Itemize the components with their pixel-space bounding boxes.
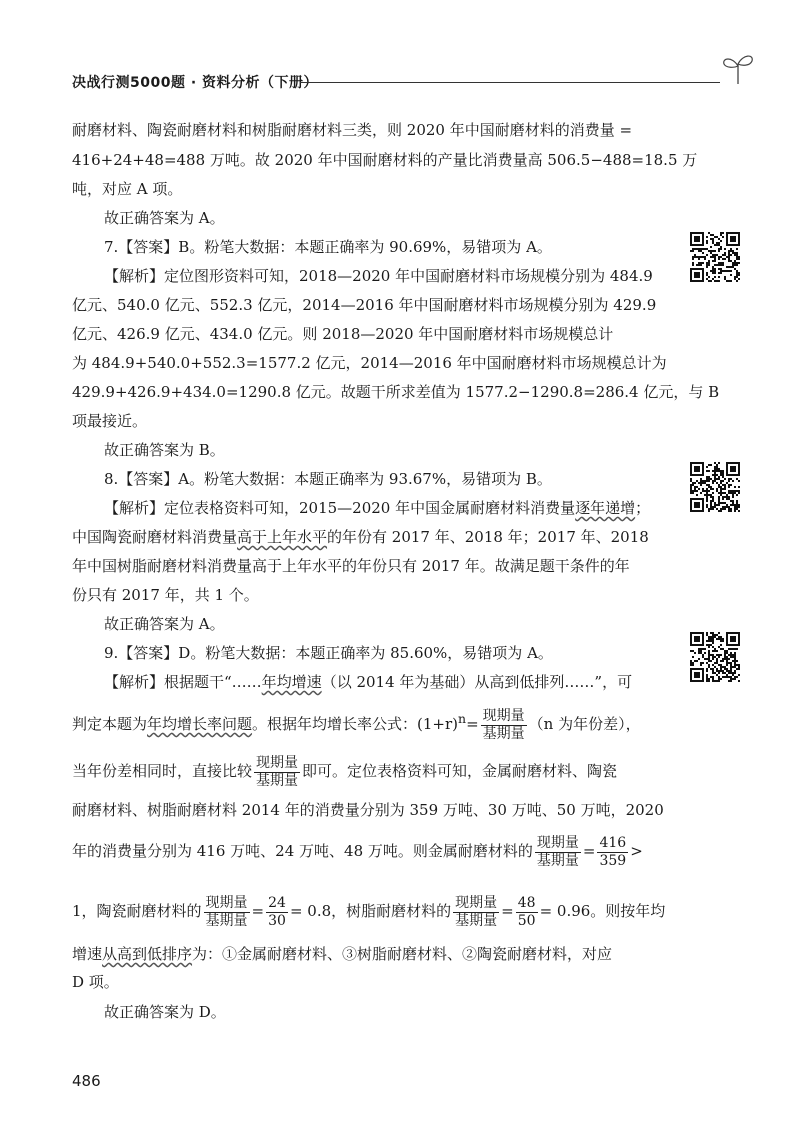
fraction: $\frac{24}{30}$	[268, 894, 286, 929]
fraction: $\frac{\text{现期量}}{\text{基期量}}$	[205, 894, 248, 929]
q9-analysis: 【解析】根据题干“……年均增速（以 2014 年为基础）从高到低排列……”，可	[104, 673, 633, 691]
formula-line: 判定本题为年均增长率问题。根据年均增长率公式：$(1+r)^n=$ $\frac{\text{现期量}}{\text{基期量}}$ （n 为年份差），	[72, 707, 641, 742]
running-header: 决战行测5000题 · 资料分析（下册）	[72, 75, 319, 91]
answer-line: 故正确答案为 D。	[104, 1003, 226, 1021]
answer-line: 故正确答案为 A。	[104, 615, 225, 633]
text-line: 亿元、540.0 亿元、552.3 亿元，2014—2016 年中国耐磨材料市场规模分别为 429.9	[72, 296, 657, 314]
fraction: $\frac{48}{50}$	[517, 894, 536, 929]
text-line: 416+24+48=488 万吨。故 2020 年中国耐磨材料的产量比消费量高 506.5−488=18.5 万	[72, 151, 698, 169]
text-line: D 项。	[72, 973, 119, 991]
answer-line: 故正确答案为 A。	[104, 209, 225, 227]
fraction: $\frac{\text{现期量}}{\text{基期量}}$	[455, 894, 498, 929]
text-line: 中国陶瓷耐磨材料消费量高于上年水平的年份有 2017 年、2018 年；2017 年、2018	[72, 528, 649, 546]
q7-answer: 7.【答案】B。粉笔大数据：本题正确率为 90.69%，易错项为 A。	[104, 238, 552, 256]
sprout-icon	[718, 50, 758, 86]
text-line: 年中国树脂耐磨材料消费量高于上年水平的年份只有 2017 年。故满足题干条件的年	[72, 557, 630, 575]
text-line: 1，陶瓷耐磨材料的 $\frac{\text{现期量}}{\text{基期量}}$ = $\frac{24}{30}$ = 0.8，树脂耐磨材料的 $\frac{\text{现期量}}{\text{基期量}}$ = $\frac{48}{50}$ = 0.96。则按年均	[72, 894, 666, 929]
text-line: 增速从高到低排序为：①金属耐磨材料、③树脂耐磨材料、②陶瓷耐磨材料，对应	[72, 945, 613, 963]
q9-answer: 9.【答案】D。粉笔大数据：本题正确率为 85.60%，易错项为 A。	[104, 644, 553, 662]
qr-code-icon[interactable]	[690, 232, 740, 282]
text-line: 份只有 2017 年，共 1 个。	[72, 586, 259, 604]
answer-line: 故正确答案为 B。	[104, 441, 225, 459]
text-line: 项最接近。	[72, 412, 148, 430]
text-line: 亿元、426.9 亿元、434.0 亿元。则 2018—2020 年中国耐磨材料市场规模总计	[72, 325, 614, 343]
fraction: $\frac{\text{现期量}}{\text{基期量}}$	[536, 834, 579, 869]
qr-code-icon[interactable]	[690, 632, 740, 682]
text-line: 429.9+426.9+434.0=1290.8 亿元。故题干所求差值为 1577.2−1290.8=286.4 亿元，与 B	[72, 383, 720, 401]
text-line: 吨，对应 A 项。	[72, 180, 183, 198]
fraction: $\frac{416}{359}$	[599, 834, 627, 869]
fraction: $\frac{\text{现期量}}{\text{基期量}}$	[482, 707, 525, 742]
text-line: 当年份差相同时，直接比较 $\frac{\text{现期量}}{\text{基期量}}$ 即可。定位表格资料可知，金属耐磨材料、陶瓷	[72, 754, 618, 789]
text-line: 耐磨材料、陶瓷耐磨材料和树脂耐磨材料三类，则 2020 年中国耐磨材料的消费量 =	[72, 121, 633, 139]
page-number: 486	[72, 1072, 101, 1090]
text-line: 为 484.9+540.0+552.3=1577.2 亿元，2014—2016 年中国耐磨材料市场规模总计为	[72, 354, 667, 372]
q7-analysis: 【解析】定位图形资料可知，2018—2020 年中国耐磨材料市场规模分别为 484.9	[104, 267, 653, 285]
q8-answer: 8.【答案】A。粉笔大数据：本题正确率为 93.67%，易错项为 B。	[104, 470, 552, 488]
text-line: 年的消费量分别为 416 万吨、24 万吨、48 万吨。则金属耐磨材料的 $\frac{\text{现期量}}{\text{基期量}}$ = $\frac{416}{359}$ >	[72, 834, 643, 869]
q8-analysis: 【解析】定位表格资料可知，2015—2020 年中国金属耐磨材料消费量逐年递增；	[104, 499, 651, 517]
fraction: $\frac{\text{现期量}}{\text{基期量}}$	[256, 754, 299, 789]
text-line: 耐磨材料、树脂耐磨材料 2014 年的消费量分别为 359 万吨、30 万吨、50 万吨，2020	[72, 801, 664, 819]
qr-code-icon[interactable]	[690, 462, 740, 512]
header-rule	[300, 82, 720, 83]
